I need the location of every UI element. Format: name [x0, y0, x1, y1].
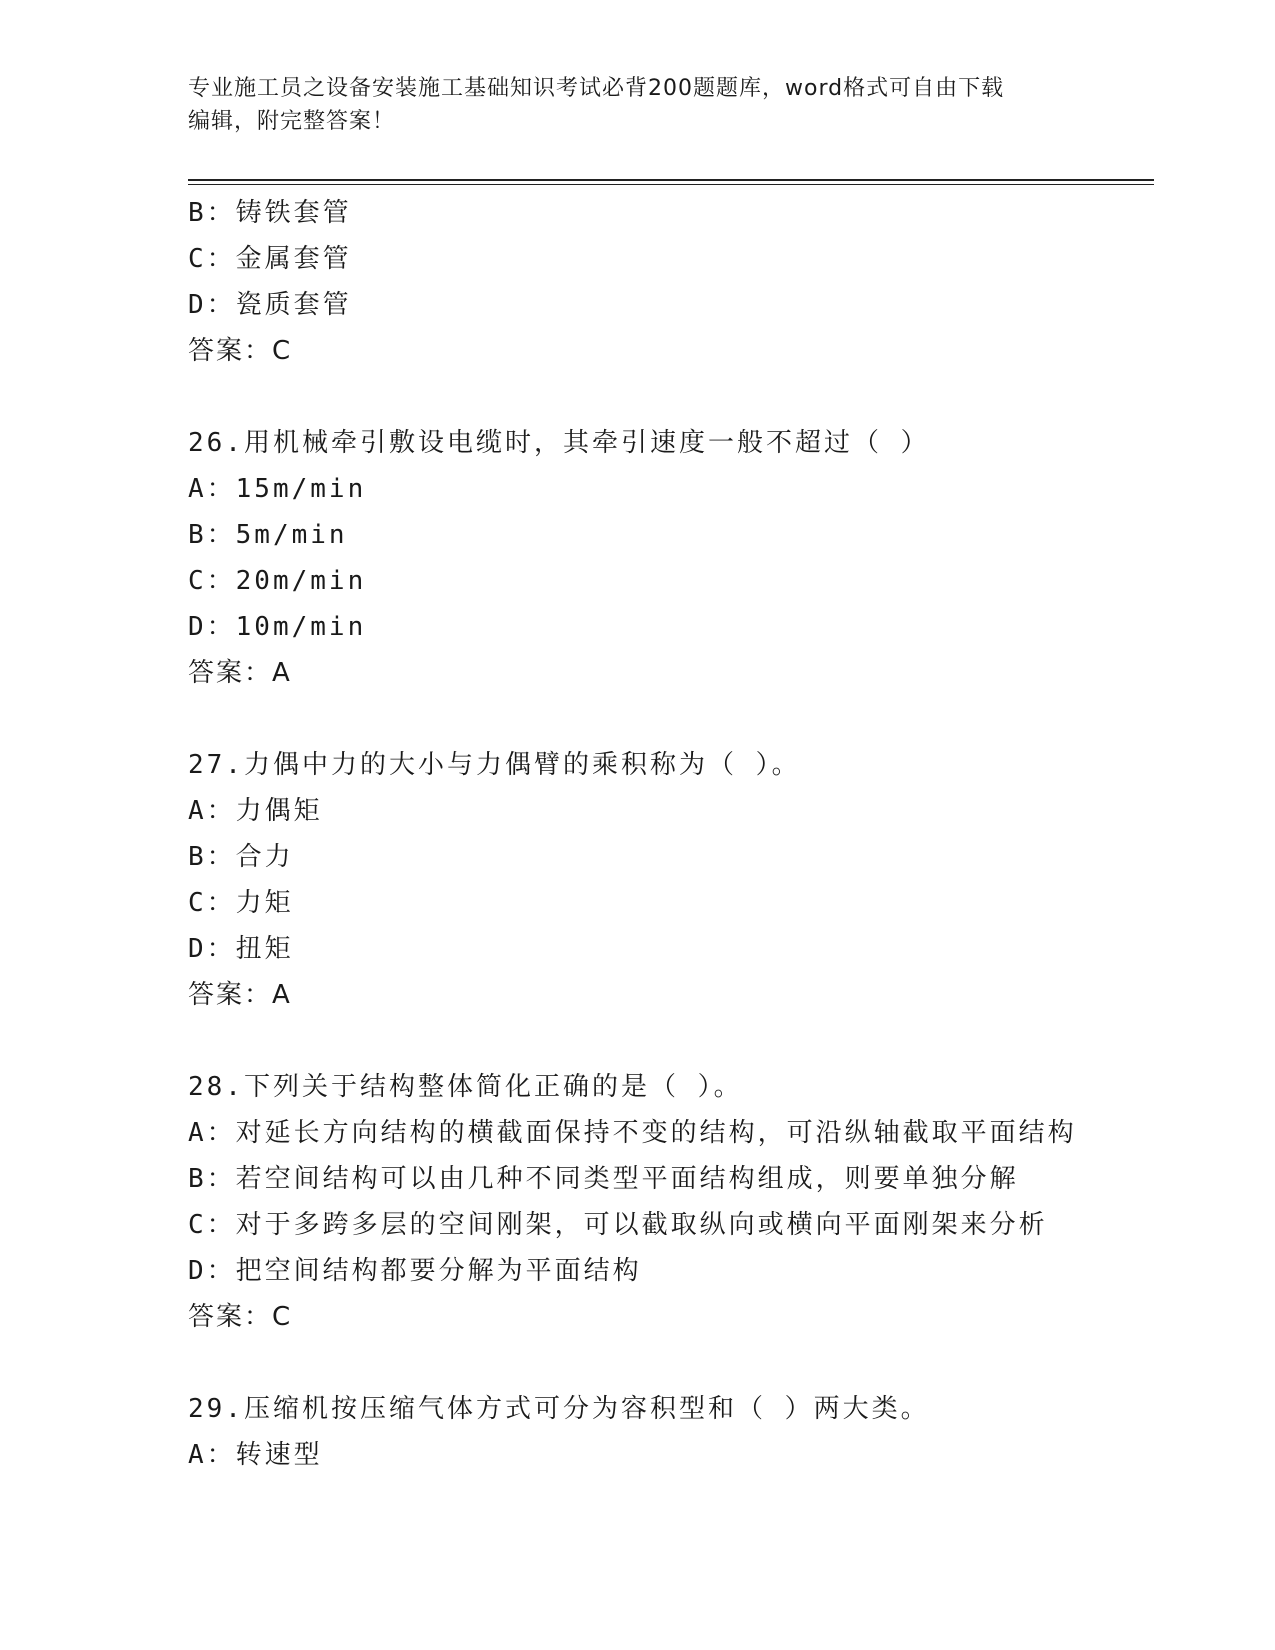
answer-line: 答案：A [188, 658, 292, 688]
option-a: A：对延长方向结构的横截面保持不变的结构，可沿纵轴截取平面结构 [188, 1118, 1077, 1148]
answer-line: 答案：C [188, 336, 293, 366]
question-content [188, 190, 1154, 1478]
spacer [188, 374, 1154, 420]
option-c: C：对于多跨多层的空间刚架，可以截取纵向或横向平面刚架来分析 [188, 1210, 1048, 1240]
option-a: A：15m/min [188, 474, 367, 504]
spacer [188, 1018, 1154, 1064]
option-d: D：把空间结构都要分解为平面结构 [188, 1256, 642, 1286]
option-b: B：5m/min [188, 520, 348, 550]
option-b: B：合力 [188, 842, 294, 872]
document-header [188, 72, 1088, 138]
question-stem-26: 26.用机械牵引敷设电缆时，其牵引速度一般不超过（ ） [188, 428, 930, 458]
option-d: D：10m/min [188, 612, 367, 642]
header-line-2: 编辑，附完整答案！ [188, 109, 396, 134]
spacer [188, 1340, 1154, 1386]
option-c: C：金属套管 [188, 244, 352, 274]
answer-line: 答案：C [188, 1302, 293, 1332]
header-rule-thin [188, 184, 1154, 185]
header-line-1: 专业施工员之设备安装施工基础知识考试必背200题题库，word格式可自由下载 [188, 76, 1005, 101]
answer-line: 答案：A [188, 980, 292, 1010]
option-d: D：扭矩 [188, 934, 294, 964]
option-b: B：若空间结构可以由几种不同类型平面结构组成，则要单独分解 [188, 1164, 1019, 1194]
option-c: C：20m/min [188, 566, 367, 596]
option-a: A：转速型 [188, 1440, 323, 1470]
spacer [188, 696, 1154, 742]
option-d: D：瓷质套管 [188, 290, 352, 320]
question-stem-29: 29.压缩机按压缩气体方式可分为容积型和（ ）两大类。 [188, 1394, 930, 1424]
option-a: A：力偶矩 [188, 796, 323, 826]
question-stem-27: 27.力偶中力的大小与力偶臂的乘积称为（ ）。 [188, 750, 801, 780]
option-b: B：铸铁套管 [188, 198, 352, 228]
header-rule-thick [188, 179, 1154, 181]
question-stem-28: 28.下列关于结构整体简化正确的是（ ）。 [188, 1072, 743, 1102]
option-c: C：力矩 [188, 888, 294, 918]
